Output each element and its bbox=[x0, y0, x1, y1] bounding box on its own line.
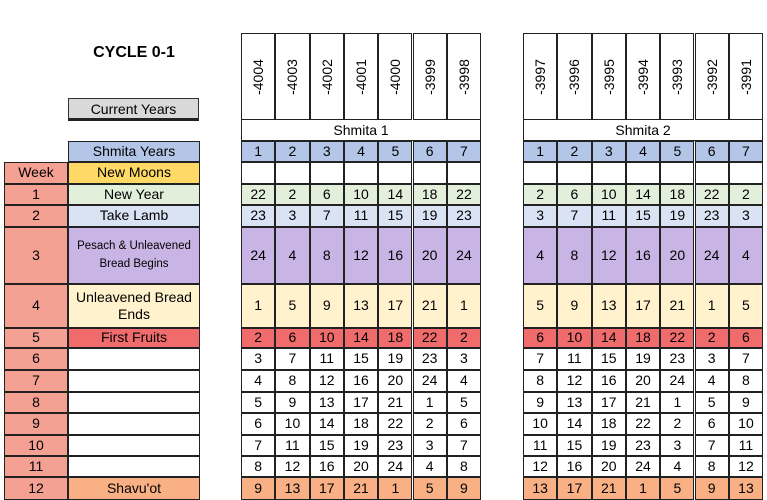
day-cell: 21 bbox=[626, 392, 660, 413]
day-cell: 21 bbox=[344, 477, 378, 500]
day-cell: 12 bbox=[592, 227, 626, 284]
new-moons-cell bbox=[729, 162, 763, 184]
day-cell: 19 bbox=[344, 435, 378, 456]
shmita-year-cell: 3 bbox=[592, 141, 626, 162]
day-cell: 8 bbox=[275, 370, 309, 392]
day-cell: 9 bbox=[695, 477, 729, 500]
day-cell: 7 bbox=[275, 348, 309, 370]
day-cell: 22 bbox=[241, 184, 275, 205]
day-cell: 11 bbox=[310, 348, 344, 370]
shmita-year-cell: 5 bbox=[660, 141, 694, 162]
year-header bbox=[447, 33, 481, 120]
day-cell: 18 bbox=[626, 328, 660, 348]
day-cell: 7 bbox=[241, 435, 275, 456]
event-label bbox=[68, 413, 200, 435]
day-cell: 5 bbox=[695, 392, 729, 413]
day-cell: 3 bbox=[241, 348, 275, 370]
day-cell: 1 bbox=[626, 477, 660, 500]
day-cell: 6 bbox=[729, 328, 763, 348]
page-title: CYCLE 0-1 bbox=[93, 44, 175, 61]
event-label: New Year bbox=[68, 184, 200, 205]
day-cell: 14 bbox=[344, 328, 378, 348]
shmita-year-cell: 7 bbox=[447, 141, 481, 162]
day-cell: 4 bbox=[275, 227, 309, 284]
shmita-year-cell: 5 bbox=[378, 141, 412, 162]
day-cell: 17 bbox=[310, 477, 344, 500]
shmita-year-cell: 4 bbox=[626, 141, 660, 162]
day-cell: 21 bbox=[592, 477, 626, 500]
week-number: 2 bbox=[4, 205, 68, 227]
year-header bbox=[378, 33, 412, 120]
day-cell: 15 bbox=[592, 348, 626, 370]
day-cell: 13 bbox=[310, 392, 344, 413]
day-cell: 4 bbox=[523, 227, 557, 284]
new-moons-cell bbox=[447, 162, 481, 184]
day-cell: 19 bbox=[413, 205, 447, 227]
day-cell: 2 bbox=[241, 328, 275, 348]
new-moons-cell bbox=[592, 162, 626, 184]
week-number: 9 bbox=[4, 413, 68, 435]
day-cell: 3 bbox=[275, 205, 309, 227]
year-header bbox=[626, 33, 660, 120]
day-cell: 11 bbox=[344, 205, 378, 227]
day-cell: 20 bbox=[626, 370, 660, 392]
day-cell: 11 bbox=[523, 435, 557, 456]
day-cell: 16 bbox=[557, 456, 591, 477]
day-cell: 2 bbox=[729, 184, 763, 205]
new-moons-cell bbox=[275, 162, 309, 184]
year-label: -3992 bbox=[703, 58, 720, 95]
new-moons-cell bbox=[241, 162, 275, 184]
year-header bbox=[413, 33, 447, 120]
day-cell: 9 bbox=[310, 284, 344, 328]
day-cell: 24 bbox=[413, 370, 447, 392]
day-cell: 8 bbox=[310, 227, 344, 284]
day-cell: 20 bbox=[413, 227, 447, 284]
week-number: 6 bbox=[4, 348, 68, 370]
day-cell: 13 bbox=[592, 284, 626, 328]
day-cell: 10 bbox=[592, 184, 626, 205]
day-cell: 19 bbox=[626, 348, 660, 370]
day-cell: 16 bbox=[592, 370, 626, 392]
year-label: -4000 bbox=[387, 58, 404, 95]
day-cell: 13 bbox=[557, 392, 591, 413]
year-header bbox=[729, 33, 763, 120]
day-cell: 3 bbox=[695, 348, 729, 370]
year-label: -3995 bbox=[600, 58, 617, 95]
day-cell: 24 bbox=[378, 456, 412, 477]
new-moons-label: New Moons bbox=[68, 162, 200, 184]
event-label: First Fruits bbox=[68, 328, 200, 348]
day-cell: 7 bbox=[695, 435, 729, 456]
new-moons-cell bbox=[413, 162, 447, 184]
day-cell: 2 bbox=[660, 413, 694, 435]
day-cell: 6 bbox=[310, 184, 344, 205]
day-cell: 14 bbox=[592, 328, 626, 348]
day-cell: 18 bbox=[660, 184, 694, 205]
day-cell: 9 bbox=[557, 284, 591, 328]
day-cell: 8 bbox=[241, 456, 275, 477]
current-years-label: Current Years bbox=[68, 98, 199, 121]
week-number: 1 bbox=[4, 184, 68, 205]
day-cell: 17 bbox=[626, 284, 660, 328]
day-cell: 19 bbox=[660, 205, 694, 227]
day-cell: 12 bbox=[523, 456, 557, 477]
shmita-year-cell: 6 bbox=[695, 141, 729, 162]
day-cell: 22 bbox=[378, 413, 412, 435]
day-cell: 21 bbox=[378, 392, 412, 413]
day-cell: 17 bbox=[378, 284, 412, 328]
day-cell: 3 bbox=[523, 205, 557, 227]
event-label bbox=[68, 456, 200, 477]
year-label: -4001 bbox=[353, 58, 370, 95]
week-number: 5 bbox=[4, 328, 68, 348]
day-cell: 14 bbox=[310, 413, 344, 435]
new-moons-cell bbox=[557, 162, 591, 184]
week-number: 11 bbox=[4, 456, 68, 477]
day-cell: 12 bbox=[557, 370, 591, 392]
new-moons-cell bbox=[660, 162, 694, 184]
day-cell: 8 bbox=[447, 456, 481, 477]
year-label: -4002 bbox=[318, 58, 335, 95]
day-cell: 16 bbox=[344, 370, 378, 392]
day-cell: 23 bbox=[447, 205, 481, 227]
day-cell: 12 bbox=[275, 456, 309, 477]
day-cell: 7 bbox=[557, 205, 591, 227]
day-cell: 10 bbox=[275, 413, 309, 435]
day-cell: 8 bbox=[523, 370, 557, 392]
year-label: -3998 bbox=[455, 58, 472, 95]
day-cell: 6 bbox=[695, 413, 729, 435]
day-cell: 15 bbox=[344, 348, 378, 370]
day-cell: 23 bbox=[241, 205, 275, 227]
day-cell: 6 bbox=[241, 413, 275, 435]
day-cell: 10 bbox=[310, 328, 344, 348]
week-number: 4 bbox=[4, 284, 68, 328]
day-cell: 3 bbox=[413, 435, 447, 456]
day-cell: 7 bbox=[310, 205, 344, 227]
new-moons-cell bbox=[310, 162, 344, 184]
day-cell: 11 bbox=[592, 205, 626, 227]
new-moons-cell bbox=[344, 162, 378, 184]
year-header bbox=[592, 33, 626, 120]
day-cell: 2 bbox=[447, 328, 481, 348]
year-header bbox=[660, 33, 694, 120]
event-label: Pesach & Unleavened Bread Begins bbox=[68, 227, 200, 284]
day-cell: 1 bbox=[447, 284, 481, 328]
day-cell: 15 bbox=[310, 435, 344, 456]
day-cell: 7 bbox=[447, 435, 481, 456]
day-cell: 17 bbox=[592, 392, 626, 413]
day-cell: 22 bbox=[413, 328, 447, 348]
day-cell: 1 bbox=[413, 392, 447, 413]
day-cell: 13 bbox=[729, 477, 763, 500]
day-cell: 18 bbox=[344, 413, 378, 435]
year-label: -3993 bbox=[669, 58, 686, 95]
day-cell: 9 bbox=[275, 392, 309, 413]
week-number: 12 bbox=[4, 477, 68, 500]
day-cell: 24 bbox=[626, 456, 660, 477]
year-header bbox=[557, 33, 591, 120]
day-cell: 4 bbox=[695, 370, 729, 392]
day-cell: 6 bbox=[447, 413, 481, 435]
year-header bbox=[241, 33, 275, 120]
day-cell: 5 bbox=[447, 392, 481, 413]
day-cell: 17 bbox=[557, 477, 591, 500]
day-cell: 14 bbox=[557, 413, 591, 435]
day-cell: 12 bbox=[729, 456, 763, 477]
year-header bbox=[275, 33, 309, 120]
day-cell: 11 bbox=[557, 348, 591, 370]
day-cell: 24 bbox=[447, 227, 481, 284]
day-cell: 14 bbox=[378, 184, 412, 205]
day-cell: 13 bbox=[344, 284, 378, 328]
day-cell: 23 bbox=[695, 205, 729, 227]
day-cell: 3 bbox=[447, 348, 481, 370]
day-cell: 1 bbox=[660, 392, 694, 413]
shmita-group-label: Shmita 2 bbox=[523, 120, 763, 141]
day-cell: 4 bbox=[413, 456, 447, 477]
day-cell: 15 bbox=[378, 205, 412, 227]
shmita-year-cell: 6 bbox=[413, 141, 447, 162]
day-cell: 8 bbox=[729, 370, 763, 392]
day-cell: 5 bbox=[660, 477, 694, 500]
new-moons-cell bbox=[523, 162, 557, 184]
day-cell: 9 bbox=[447, 477, 481, 500]
day-cell: 1 bbox=[241, 284, 275, 328]
year-label: -4003 bbox=[284, 58, 301, 95]
day-cell: 21 bbox=[660, 284, 694, 328]
day-cell: 19 bbox=[592, 435, 626, 456]
event-label bbox=[68, 370, 200, 392]
day-cell: 20 bbox=[378, 370, 412, 392]
event-label bbox=[68, 348, 200, 370]
day-cell: 8 bbox=[695, 456, 729, 477]
year-label: -3994 bbox=[635, 58, 652, 95]
day-cell: 23 bbox=[413, 348, 447, 370]
day-cell: 4 bbox=[729, 227, 763, 284]
day-cell: 15 bbox=[557, 435, 591, 456]
event-label bbox=[68, 392, 200, 413]
day-cell: 23 bbox=[626, 435, 660, 456]
day-cell: 2 bbox=[275, 184, 309, 205]
event-label: Unleavened Bread Ends bbox=[68, 284, 200, 328]
shmita-year-cell: 2 bbox=[275, 141, 309, 162]
day-cell: 24 bbox=[660, 370, 694, 392]
event-label bbox=[68, 435, 200, 456]
day-cell: 1 bbox=[695, 284, 729, 328]
day-cell: 16 bbox=[310, 456, 344, 477]
day-cell: 23 bbox=[660, 348, 694, 370]
day-cell: 7 bbox=[523, 348, 557, 370]
day-cell: 20 bbox=[592, 456, 626, 477]
week-number: 10 bbox=[4, 435, 68, 456]
day-cell: 24 bbox=[241, 227, 275, 284]
week-number: 8 bbox=[4, 392, 68, 413]
shmita-years-label: Shmita Years bbox=[68, 141, 200, 162]
year-header bbox=[310, 33, 344, 120]
day-cell: 13 bbox=[523, 477, 557, 500]
day-cell: 18 bbox=[592, 413, 626, 435]
day-cell: 10 bbox=[344, 184, 378, 205]
year-label: -3999 bbox=[421, 58, 438, 95]
year-label: -3996 bbox=[566, 58, 583, 95]
day-cell: 5 bbox=[523, 284, 557, 328]
day-cell: 4 bbox=[660, 456, 694, 477]
day-cell: 23 bbox=[378, 435, 412, 456]
day-cell: 5 bbox=[275, 284, 309, 328]
day-cell: 20 bbox=[660, 227, 694, 284]
year-label: -3997 bbox=[532, 58, 549, 95]
shmita-year-cell: 7 bbox=[729, 141, 763, 162]
day-cell: 22 bbox=[447, 184, 481, 205]
day-cell: 15 bbox=[626, 205, 660, 227]
year-label: -4004 bbox=[250, 58, 267, 95]
day-cell: 5 bbox=[241, 392, 275, 413]
day-cell: 22 bbox=[695, 184, 729, 205]
day-cell: 13 bbox=[275, 477, 309, 500]
day-cell: 18 bbox=[413, 184, 447, 205]
shmita-group-label: Shmita 1 bbox=[241, 120, 481, 141]
day-cell: 2 bbox=[523, 184, 557, 205]
new-moons-cell bbox=[695, 162, 729, 184]
day-cell: 2 bbox=[413, 413, 447, 435]
shmita-year-cell: 3 bbox=[310, 141, 344, 162]
day-cell: 11 bbox=[729, 435, 763, 456]
day-cell: 9 bbox=[729, 392, 763, 413]
week-number: 3 bbox=[4, 227, 68, 284]
day-cell: 6 bbox=[557, 184, 591, 205]
day-cell: 2 bbox=[695, 328, 729, 348]
day-cell: 10 bbox=[523, 413, 557, 435]
day-cell: 16 bbox=[626, 227, 660, 284]
new-moons-cell bbox=[378, 162, 412, 184]
day-cell: 4 bbox=[241, 370, 275, 392]
year-header bbox=[695, 33, 729, 120]
day-cell: 19 bbox=[378, 348, 412, 370]
day-cell: 5 bbox=[413, 477, 447, 500]
new-moons-cell bbox=[626, 162, 660, 184]
shmita-year-cell: 1 bbox=[241, 141, 275, 162]
day-cell: 17 bbox=[344, 392, 378, 413]
day-cell: 24 bbox=[695, 227, 729, 284]
day-cell: 22 bbox=[626, 413, 660, 435]
event-label: Shavu'ot bbox=[68, 477, 200, 500]
day-cell: 11 bbox=[275, 435, 309, 456]
week-header: Week bbox=[4, 162, 68, 184]
day-cell: 16 bbox=[378, 227, 412, 284]
day-cell: 8 bbox=[557, 227, 591, 284]
year-label: -3991 bbox=[737, 58, 754, 95]
day-cell: 22 bbox=[660, 328, 694, 348]
day-cell: 12 bbox=[310, 370, 344, 392]
day-cell: 3 bbox=[729, 205, 763, 227]
day-cell: 3 bbox=[660, 435, 694, 456]
day-cell: 18 bbox=[378, 328, 412, 348]
day-cell: 4 bbox=[447, 370, 481, 392]
day-cell: 7 bbox=[729, 348, 763, 370]
day-cell: 10 bbox=[729, 413, 763, 435]
year-header bbox=[344, 33, 378, 120]
day-cell: 9 bbox=[523, 392, 557, 413]
day-cell: 5 bbox=[729, 284, 763, 328]
day-cell: 21 bbox=[413, 284, 447, 328]
day-cell: 9 bbox=[241, 477, 275, 500]
year-header bbox=[523, 33, 557, 120]
day-cell: 20 bbox=[344, 456, 378, 477]
day-cell: 6 bbox=[275, 328, 309, 348]
shmita-year-cell: 1 bbox=[523, 141, 557, 162]
day-cell: 6 bbox=[523, 328, 557, 348]
day-cell: 14 bbox=[626, 184, 660, 205]
day-cell: 12 bbox=[344, 227, 378, 284]
day-cell: 10 bbox=[557, 328, 591, 348]
shmita-year-cell: 4 bbox=[344, 141, 378, 162]
week-number: 7 bbox=[4, 370, 68, 392]
event-label: Take Lamb bbox=[68, 205, 200, 227]
day-cell: 1 bbox=[378, 477, 412, 500]
shmita-year-cell: 2 bbox=[557, 141, 591, 162]
